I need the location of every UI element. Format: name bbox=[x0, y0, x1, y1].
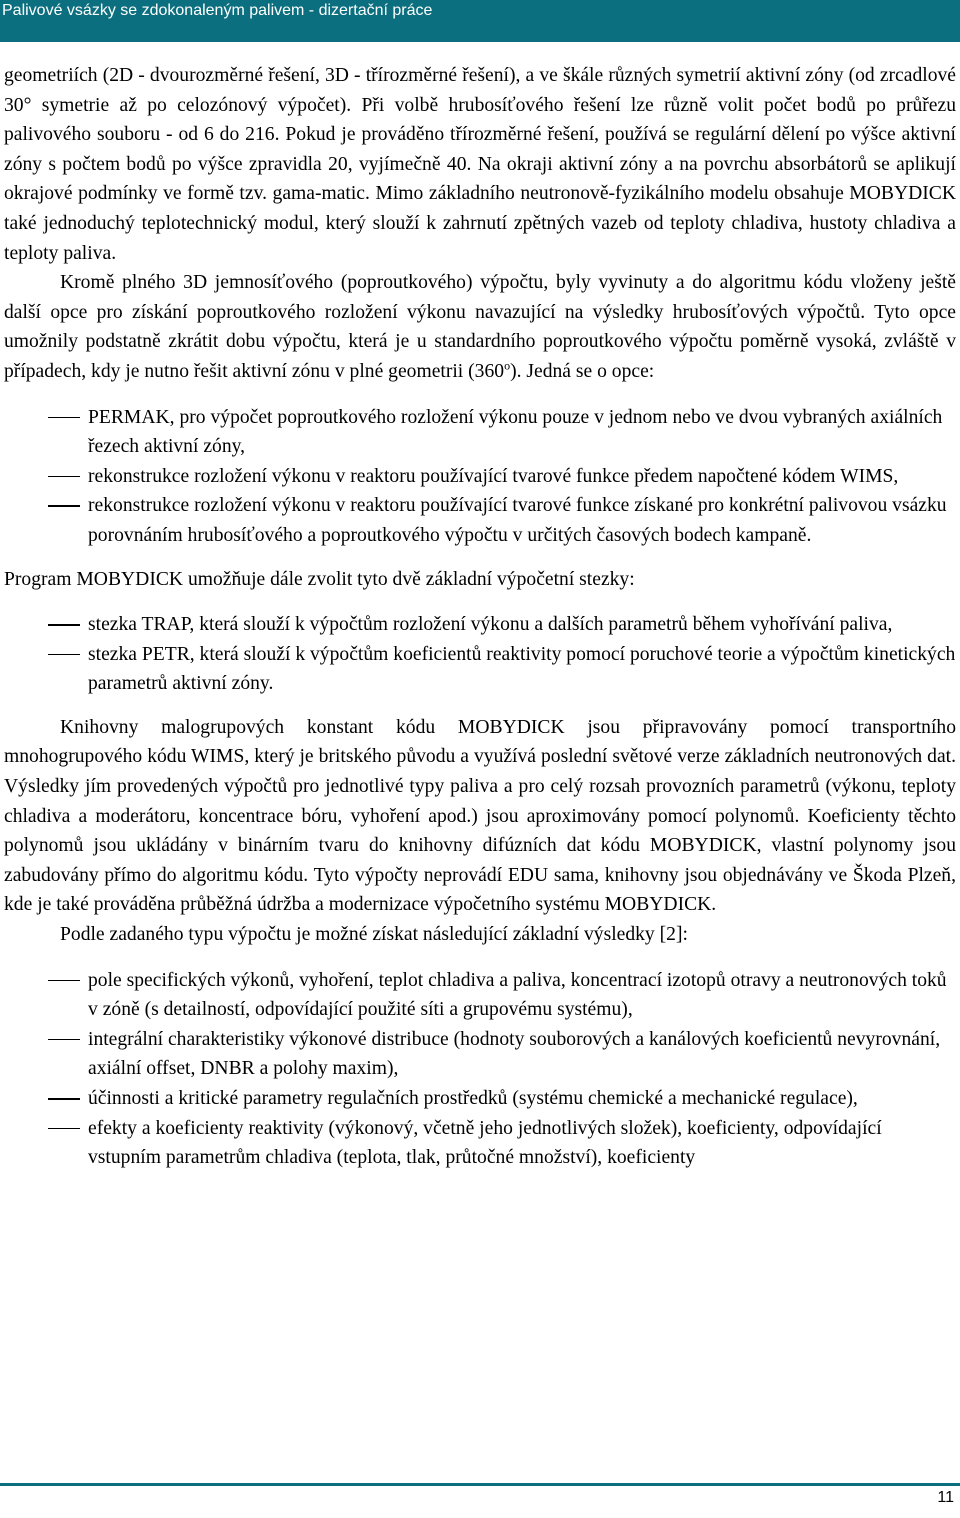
paragraph-libraries: Knihovny malogrupových konstant kódu MOBYDICK jsou připravovány pomocí transportního mnohogrupového kódu WIMS, který je britského původu a využívá poslední světové verze základních neutronových dat. Výsledky jím provedených výpočtů pro jednotlivé typy paliva a pro celý rozsah provozních parametrů (výkonu, teploty chladiva a moderátoru, koncentrace bóru, vyhoření apod.) jsou aproximovány pomocí polynomů. Koeficienty těchto polynomů jsou ukládány v binárním tvaru do knihovny difúzních dat kódu MOBYDICK, vlastní polynomy jsou zabudovány přímo do algoritmu kódu. Tyto výpočty neprovádí EDU sama, knihovny jsou objednávány ve Škoda Plzeň, kde je také prováděna průběžná údržba a modernizace výpočetního systému MOBYDICK. bbox=[4, 716, 956, 916]
header-title: Palivové vsázky se zdokonaleným palivem - dizertační práce bbox=[2, 2, 433, 19]
list-item: rekonstrukce rozložení výkonu v reaktoru používající tvarové funkce získané pro konkrétní palivovou vsázku porovnáním hrubosíťového a poproutkového výpočtu v určitých časových bodech kampaně. bbox=[4, 491, 956, 550]
paragraph-fine-mesh-options bbox=[4, 268, 956, 386]
dash-bullet-icon bbox=[48, 624, 80, 626]
dash-bullet-icon bbox=[48, 417, 80, 419]
options-list bbox=[4, 403, 956, 551]
paragraph-options-text: Kromě plného 3D jemnosíťového (poproutkového) výpočtu, byly vyvinuty a do algoritmu kódu vloženy ještě další opce pro získání poproutkového rozložení výkonu navazující na výsledky hrubosíťových výpočtů. Tyto opce umožnily podstatně zkrátit dobu výpočtu, která je u standardního poproutkového výpočtu poměrně vysoká, zvláště v případech, kdy je nutno řešit aktivní zónu v plné geometrii (360 bbox=[4, 272, 956, 382]
list-item: účinnosti a kritické parametry regulačních prostředků (systému chemické a mechanické regulace), bbox=[4, 1084, 956, 1114]
list-item: integrální charakteristiky výkonové distribuce (hodnoty souborových a kanálových koeficientů nevyrovnání, axiální offset, DNBR a polohy maxim), bbox=[4, 1025, 956, 1084]
dash-bullet-icon bbox=[48, 1039, 80, 1041]
dash-bullet-icon bbox=[48, 980, 80, 982]
paragraph-options-tail: ). Jedná se o opce: bbox=[510, 360, 655, 382]
list-item: rekonstrukce rozložení výkonu v reaktoru používající tvarové funkce předem napočtené kódem WIMS, bbox=[4, 462, 956, 492]
dash-bullet-icon bbox=[48, 1098, 80, 1100]
page-number: 11 bbox=[937, 1489, 954, 1506]
degree-superscript: o bbox=[504, 358, 511, 373]
results-list bbox=[4, 966, 956, 1173]
list-item: PERMAK, pro výpočet poproutkového rozložení výkonu pouze v jednom nebo ve dvou vybraných axiálních řezech aktivní zóny, bbox=[4, 403, 956, 462]
list-item: stezka TRAP, která slouží k výpočtům rozložení výkonu a dalších parametrů během vyhořívání paliva, bbox=[4, 610, 956, 640]
dash-bullet-icon bbox=[48, 1128, 80, 1130]
paths-list bbox=[4, 610, 956, 699]
document-body bbox=[4, 61, 956, 1187]
paragraph-calculation-paths: Program MOBYDICK umožňuje dále zvolit tyto dvě základní výpočetní stezky: bbox=[4, 568, 635, 590]
dash-bullet-icon bbox=[48, 505, 80, 507]
dash-bullet-icon bbox=[48, 476, 80, 478]
list-item: pole specifických výkonů, vyhoření, teplot chladiva a paliva, koncentrací izotopů otravy a neutronových toků v zóně (s detailností, odpovídající použité síti a grupovému systému), bbox=[4, 966, 956, 1025]
paragraph-results-intro: Podle zadaného typu výpočtu je možné získat následující základní výsledky [2]: bbox=[60, 924, 688, 946]
list-item: stezka PETR, která slouží k výpočtům koeficientů reaktivity pomocí poruchové teorie a výpočtům kinetických parametrů aktivní zóny. bbox=[4, 640, 956, 699]
paragraph-model-description: geometriích (2D - dvourozměrné řešení, 3D - třírozměrné řešení), a ve škále různých symetrií aktivní zóny (od zrcadlové 30° symetrie až po celozónový výpočet). Při volbě hrubosíťového řešení lze různě volit počet bodů po průřezu palivového souboru - od 6 do 216. Pokud je prováděno třírozměrné řešení, používá se regulární dělení po výšce aktivní zóny s počtem bodů po výšce zpravidla 20, vyjímečně 40. Na okraji aktivní zóny a na povrchu absorbátorů se aplikují okrajové podmínky ve formě tzv. gama-matic. Mimo základního neutronově-fyzikálního modelu obsahuje MOBYDICK také jednoduchý teplotechnický modul, který slouží k zahrnutí zpětných vazeb od teploty chladiva, hustoty chladiva a teploty paliva. bbox=[4, 65, 956, 264]
list-item: efekty a koeficienty reaktivity (výkonový, včetně jeho jednotlivých složek), koeficienty, odpovídající vstupním parametrům chladiva (teplota, tlak, průtočné množství), koeficienty bbox=[4, 1114, 956, 1173]
running-header bbox=[0, 0, 960, 42]
footer-rule bbox=[0, 1483, 960, 1486]
dash-bullet-icon bbox=[48, 654, 80, 656]
